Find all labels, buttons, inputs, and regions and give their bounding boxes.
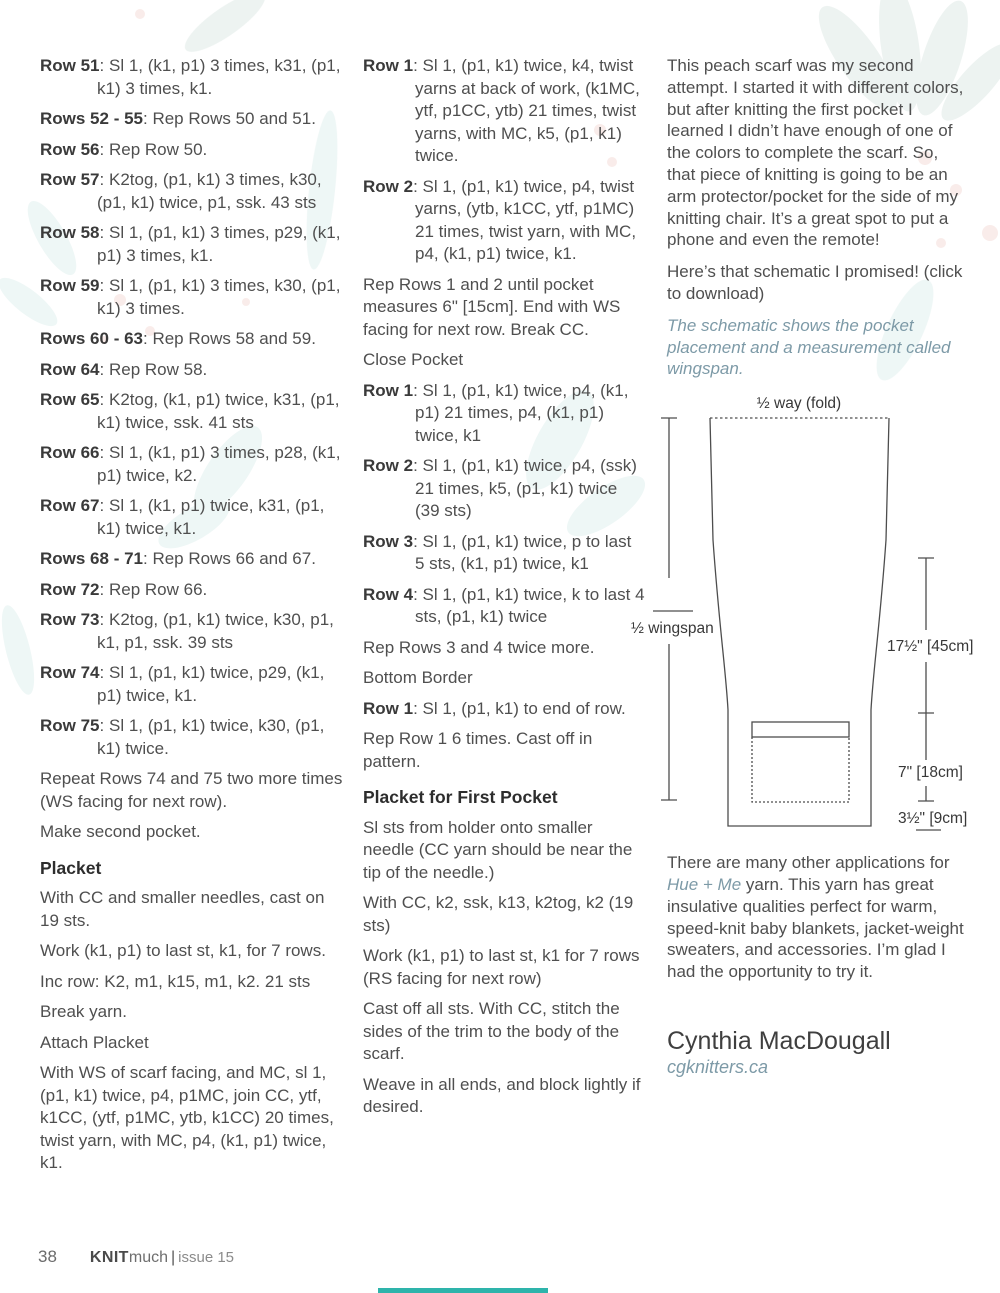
text: The schematic shows the pocket placement and a measurement called wingspan. — [667, 315, 951, 379]
text: : Sl 1, (p1, k1) twice, p4, (ssk) 21 times, k5, (p1, k1) twice (39 sts) — [413, 456, 637, 520]
row-label: Row 1 — [363, 56, 414, 75]
close-row-3 — [363, 531, 645, 576]
text: yarn. This yarn has great insulative qualities perfect for warm, speed-knit baby blankets, jacket-weight sweaters, and accessories. I’m glad I had the opportunity to try it. — [667, 874, 964, 982]
close-rep-note — [363, 637, 645, 660]
row-label: Row 65 — [40, 390, 100, 409]
break-yarn — [40, 1001, 346, 1024]
story-intro-block — [667, 55, 969, 380]
text: : K2tog, (p1, k1) twice, k30, p1, k1, p1, ssk. 39 sts — [97, 610, 334, 652]
text: : Sl 1, (p1, k1) twice, p4, twist yarns, (ytb, k1CC, ytf, p1MC) 21 times, twist yarn, with MC, p4, (k1, p1) twice, k1. — [413, 176, 637, 263]
weave-ends-note — [363, 1074, 645, 1119]
text: There are many other applications for — [667, 853, 950, 873]
row-67 — [40, 495, 346, 540]
row-74 — [40, 662, 346, 707]
text: With CC, k2, ssk, k13, k2tog, k2 (19 sts) — [363, 893, 634, 935]
row-56 — [40, 139, 346, 162]
row-66 — [40, 442, 346, 487]
row-label: Row 2 — [363, 456, 414, 475]
text: : Rep Row 50. — [99, 139, 208, 159]
row-58 — [40, 222, 346, 267]
row-label: Row 74 — [40, 663, 100, 682]
pocket-placket — [752, 722, 849, 737]
bottom-border-subhead — [363, 667, 645, 690]
attach-placket-subhead — [40, 1032, 346, 1055]
row-label: Row 73 — [40, 610, 100, 629]
text: Close Pocket — [363, 350, 464, 369]
close-row-2 — [363, 455, 645, 523]
text: : Sl 1, (k1, p1) twice, k31, (p1, k1) twice, k1. — [97, 496, 325, 538]
fold-label: ½ way (fold) — [756, 395, 842, 413]
placket-first-pocket-heading — [363, 786, 645, 809]
text: With CC and smaller needles, cast on 19 sts. — [40, 888, 325, 930]
author-name: Cynthia MacDougall — [667, 1026, 891, 1055]
text: Here’s that schematic I promised! (click to download) — [667, 262, 963, 303]
issue-label: issue 15 — [178, 1249, 235, 1266]
placket-sl-sts — [363, 817, 645, 885]
row-label: Row 2 — [363, 176, 414, 196]
row-65 — [40, 389, 346, 434]
row-75 — [40, 715, 346, 760]
text: : Sl 1, (p1, k1) twice, k4, twist yarns at back of work, (k1MC, ytf, p1CC, ytb) 21 times, twist yarns, with MC, k5, (p1, k1) twice. — [413, 56, 640, 165]
text: Work (k1, p1) to last st, k1, for 7 rows. — [40, 941, 326, 960]
text: Rep Rows 1 and 2 until pocket measures 6" [15cm]. End with WS facing for next row. Break CC. — [363, 274, 621, 339]
text: Rep Rows 3 and 4 twice more. — [363, 637, 595, 657]
row-73 — [40, 609, 346, 654]
text: : Rep Row 66. — [99, 579, 208, 599]
row-label: Row 57 — [40, 170, 100, 189]
applications-paragraph — [667, 852, 969, 983]
text: Bottom Border — [363, 668, 473, 687]
text: : K2tog, (p1, k1) 3 times, k30, (p1, k1) twice, p1, ssk. 43 sts — [97, 170, 322, 212]
placket-work-rows — [363, 945, 645, 990]
placket-with-cc — [363, 892, 645, 937]
close-pocket-subhead — [363, 349, 645, 372]
row-label: Row 66 — [40, 443, 100, 462]
page-number: 38 — [38, 1247, 57, 1266]
text: : Sl 1, (p1, k1) twice, p29, (k1, p1) twice, k1. — [97, 663, 325, 705]
total-length-label: 17½" [45cm] — [887, 638, 974, 656]
row-59 — [40, 275, 346, 320]
text: : Sl 1, (k1, p1) 3 times, p28, (k1, p1) twice, k2. — [97, 443, 341, 485]
row-72 — [40, 579, 346, 602]
text: With WS of scarf facing, and MC, sl 1, (p1, k1) twice, p4, p1MC, join CC, ytf, k1CC, (ytf, p1MC, ytb, k1CC) 20 times, twist yarn, with MC, p4, (k1, p1) twice, k1. — [40, 1063, 334, 1172]
pocket-outline — [752, 737, 849, 802]
text: : K2tog, (k1, p1) twice, k31, (p1, k1) twice, ssk. 41 sts — [97, 390, 340, 432]
row-label: Rows 52 - 55 — [40, 109, 143, 128]
row-64 — [40, 359, 346, 382]
text: Attach Placket — [40, 1032, 149, 1052]
placket-cast-on — [40, 887, 346, 932]
magazine-brand — [90, 1249, 234, 1266]
row-label: Row 72 — [40, 579, 100, 599]
text: Make second pocket. — [40, 822, 201, 841]
brand-much: much — [128, 1249, 168, 1266]
border-height-label: 3½" [9cm] — [898, 810, 968, 828]
scarf-schematic[interactable] — [625, 390, 985, 840]
text: : Sl 1, (p1, k1) twice, p4, (k1, p1) 21 times, p4, (k1, p1) twice, k1 — [413, 380, 629, 445]
row-label: Row 1 — [363, 698, 414, 718]
placket-work — [40, 940, 346, 963]
story-column — [631, 55, 974, 1078]
row-label: Rows 60 - 63 — [40, 329, 143, 348]
close-row-4 — [363, 584, 645, 629]
text: : Sl 1, (p1, k1) 3 times, k30, (p1, k1) 3 times. — [97, 276, 341, 318]
intro-paragraph — [667, 55, 969, 251]
row-label: Row 1 — [363, 380, 414, 400]
text: : Rep Rows 50 and 51. — [143, 109, 316, 128]
schematic-note — [667, 315, 969, 380]
row-label: Row 58 — [40, 223, 100, 242]
row-label: Row 56 — [40, 139, 100, 159]
border-rep-note — [363, 728, 645, 773]
pocket-rep-note — [363, 274, 645, 342]
text: Inc row: K2, m1, k15, m1, k2. 21 sts — [40, 971, 311, 991]
text: Placket — [40, 857, 102, 878]
rows-52-55 — [40, 108, 346, 131]
row-label: Rows 68 - 71 — [40, 549, 143, 568]
hue-me-yarn-link[interactable]: Hue + Me — [667, 874, 742, 894]
row-label: Row 4 — [363, 584, 414, 604]
row-label: Row 75 — [40, 716, 100, 735]
text: Work (k1, p1) to last st, k1 for 7 rows (RS facing for next row) — [363, 946, 640, 988]
attach-placket-instructions — [40, 1062, 346, 1175]
text: : Sl 1, (p1, k1) to end of row. — [413, 698, 626, 718]
text: : Rep Rows 58 and 59. — [143, 329, 316, 348]
author-signature — [667, 1027, 969, 1078]
repeat-note — [40, 768, 346, 813]
text: Sl sts from holder onto smaller needle (CC yarn should be near the tip of the needle.) — [363, 817, 633, 882]
story-outro-block — [667, 852, 969, 983]
cast-off-note — [363, 998, 645, 1066]
close-row-1 — [363, 380, 645, 448]
instructions-column-1 — [40, 55, 346, 1183]
text: : Sl 1, (p1, k1) twice, p to last 5 sts, (k1, p1) twice, k1 — [413, 531, 632, 573]
text: : Sl 1, (p1, k1) twice, k30, (p1, k1) twice. — [97, 716, 325, 758]
row-label: Row 51 — [40, 56, 100, 75]
brand-knit: KNIT — [89, 1249, 129, 1266]
schematic-promise — [667, 261, 969, 305]
wingspan-dimension-line — [653, 418, 693, 800]
row-label: Row 3 — [363, 531, 414, 551]
row-label: Row 59 — [40, 276, 100, 295]
row-51 — [40, 55, 346, 100]
text: Repeat Rows 74 and 75 two more times (WS facing for next row). — [40, 769, 343, 811]
text: : Sl 1, (p1, k1) 3 times, p29, (k1, p1) 3 times, k1. — [97, 223, 341, 265]
text: Cast off all sts. With CC, stitch the sides of the trim to the body of the scarf. — [363, 999, 620, 1063]
author-website-link[interactable]: cgknitters.ca — [667, 1056, 769, 1077]
scarf-outline — [710, 418, 889, 826]
text: Break yarn. — [40, 1002, 127, 1021]
text: This peach scarf was my second attempt. I started it with different colors, but after knitting the first pocket I learned I didn’t have enough of one of the colors to complete the scarf. So, that piece of knitting is going to be an arm protector/pocket for the side of my knitting chair. It’s a great spot to put a phone and even the remote! — [667, 56, 964, 250]
footer-separator: | — [170, 1249, 176, 1266]
text: : Sl 1, (k1, p1) 3 times, k31, (p1, k1) 3 times, k1. — [97, 56, 341, 98]
text: Placket for First Pocket — [363, 787, 558, 807]
rows-60-63 — [40, 328, 346, 351]
page-footer — [38, 1247, 234, 1267]
instructions-column-2 — [363, 55, 645, 1127]
bottom-accent-bar — [378, 1288, 548, 1293]
row-label: Row 67 — [40, 496, 100, 515]
pocket-row-2 — [363, 176, 645, 266]
text: : Rep Rows 66 and 67. — [143, 549, 316, 568]
text: Rep Row 1 6 times. Cast off in pattern. — [363, 729, 593, 771]
pocket-height-label: 7" [18cm] — [898, 764, 963, 782]
placket-heading — [40, 857, 346, 880]
text: : Rep Row 58. — [99, 359, 208, 379]
text: Weave in all ends, and block lightly if desired. — [363, 1074, 641, 1116]
row-57 — [40, 169, 346, 214]
text: : Sl 1, (p1, k1) twice, k to last 4 sts, (p1, k1) twice — [413, 584, 645, 626]
border-row-1 — [363, 698, 645, 721]
placket-inc-row — [40, 971, 346, 994]
rows-68-71 — [40, 548, 346, 571]
row-label: Row 64 — [40, 359, 100, 379]
wingspan-label: ½ wingspan — [631, 620, 714, 638]
pocket-row-1 — [363, 55, 645, 168]
make-second-pocket — [40, 821, 346, 844]
